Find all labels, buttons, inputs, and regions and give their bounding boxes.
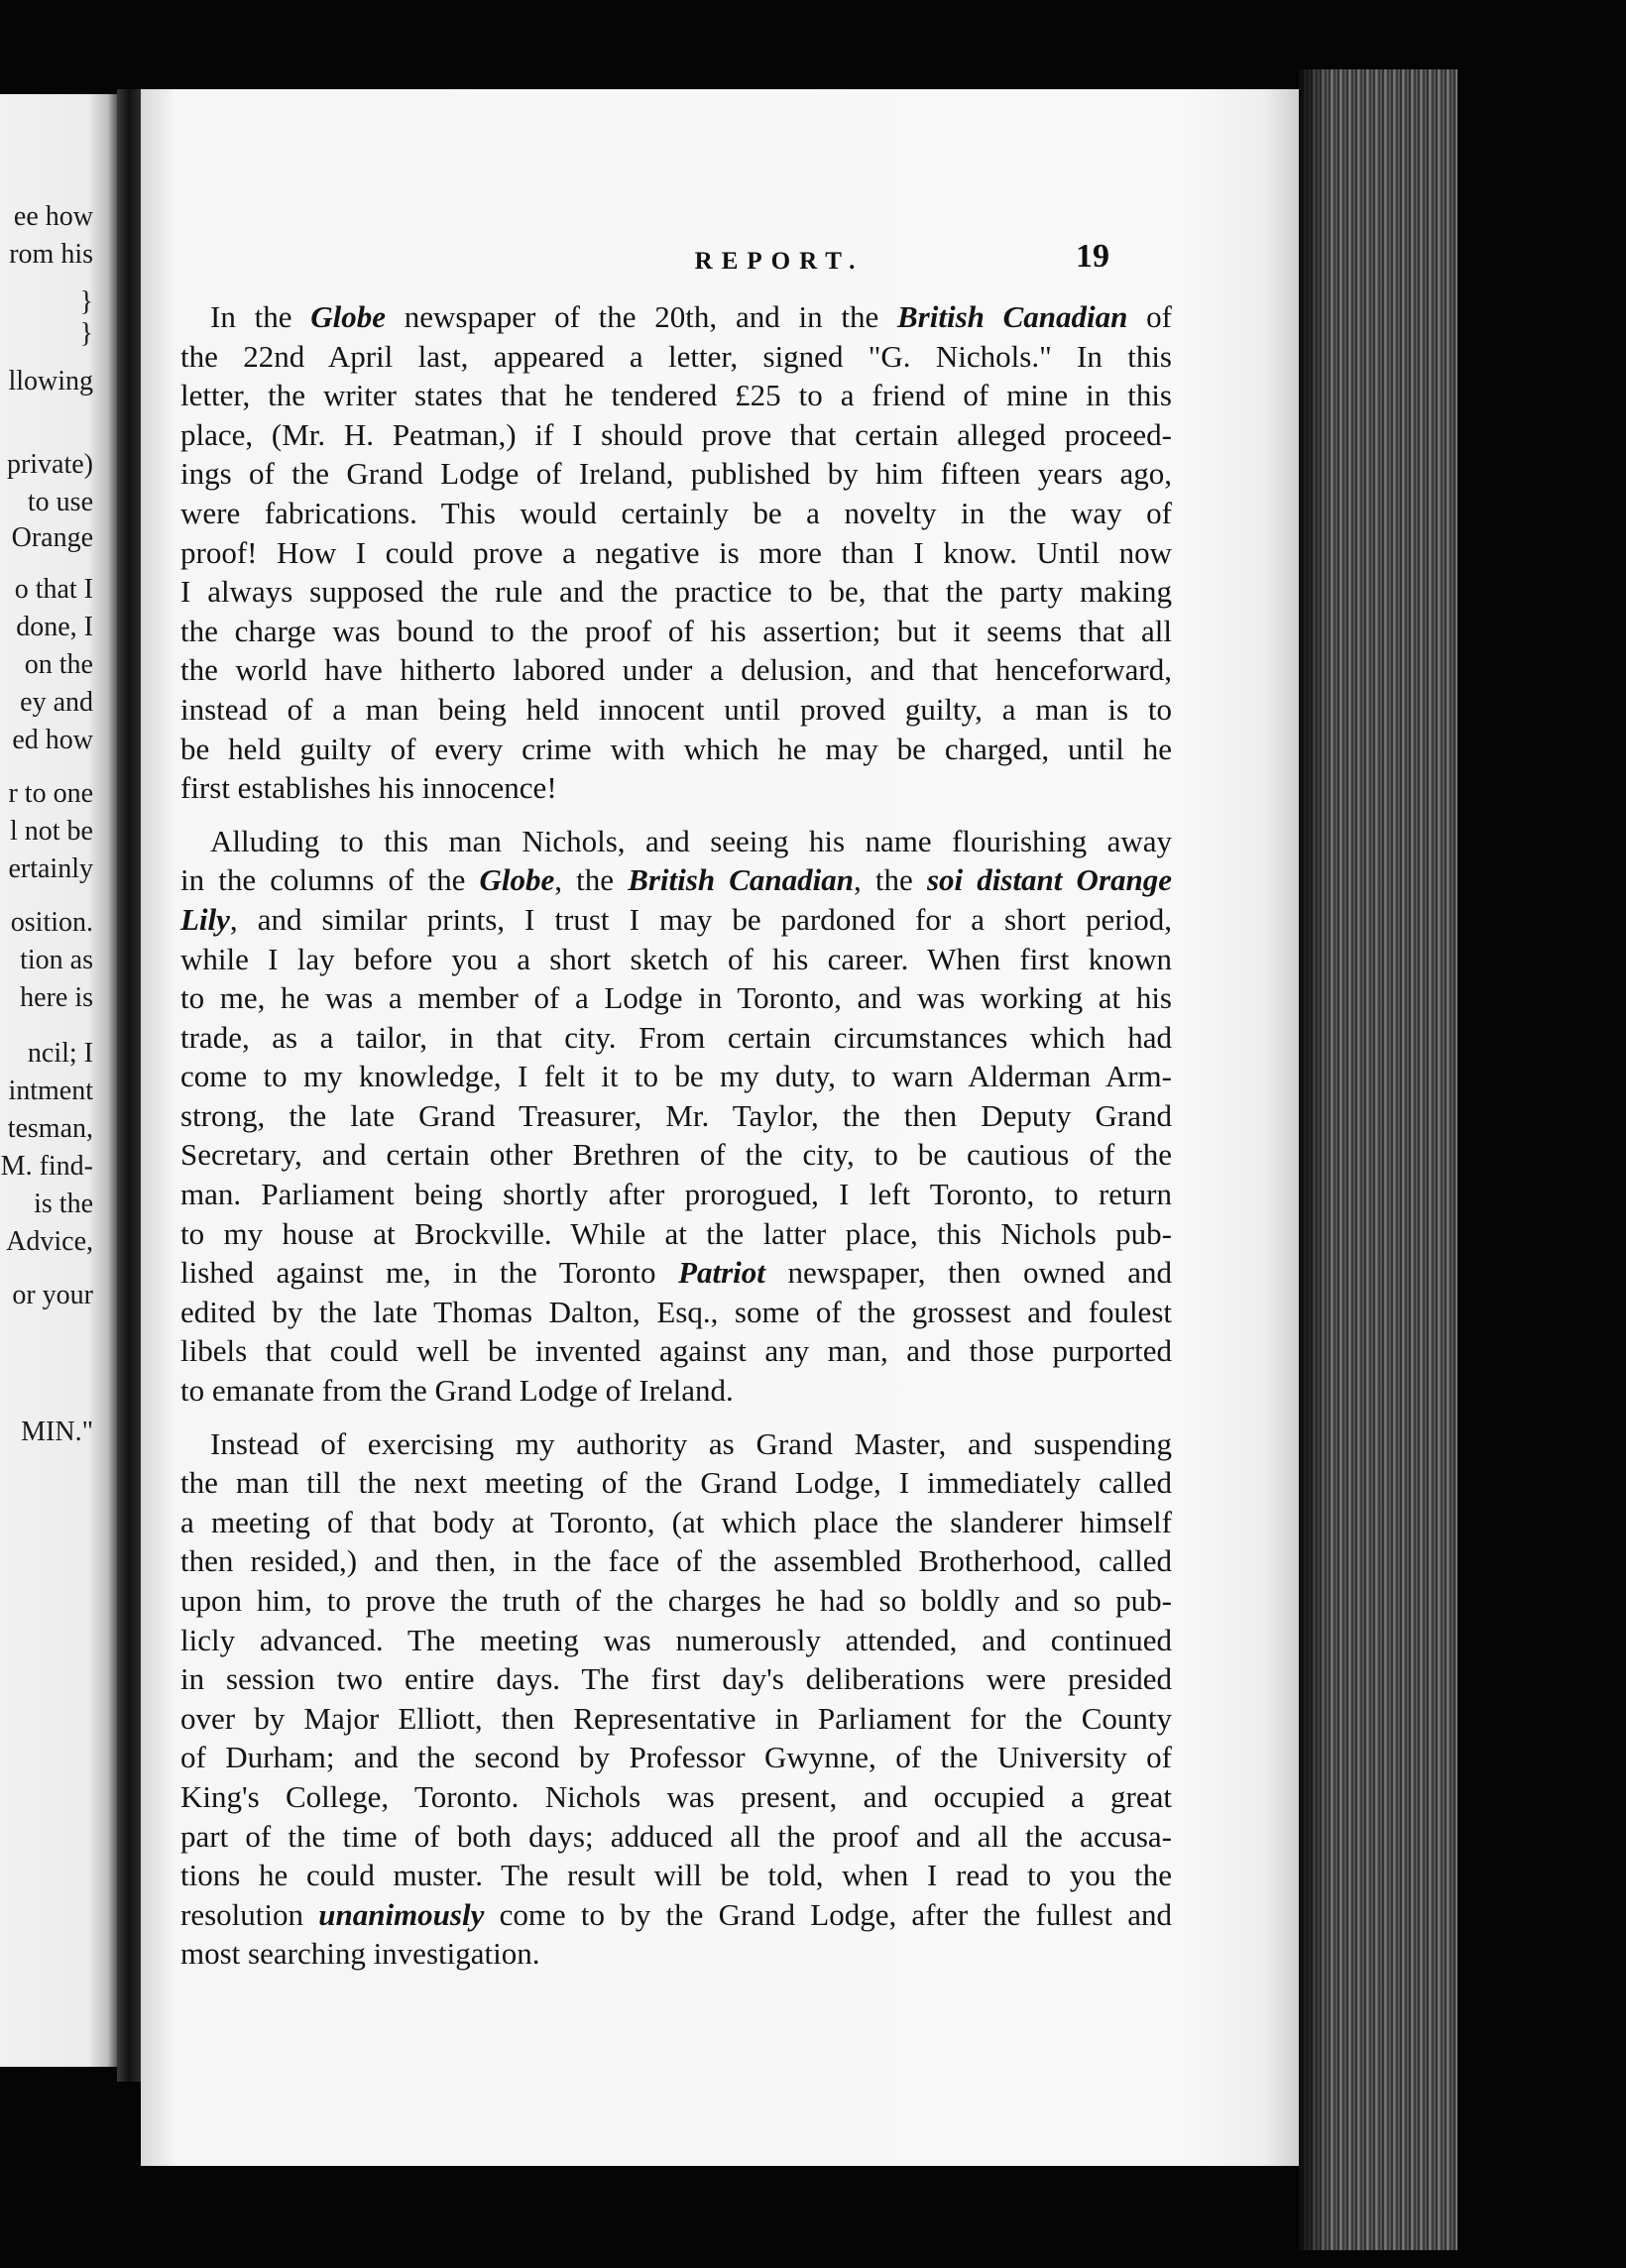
left-page-line: to use: [27, 487, 93, 517]
text-line: the world have hitherto labored under a delusion, and that henceforward,: [180, 652, 1172, 688]
text-line: Instead of exercising my authority as Grand Master, and suspending: [210, 1425, 1172, 1461]
text-line: place, (Mr. H. Peatman,) if I should prove that certain alleged proceed-: [180, 416, 1172, 452]
left-page-line: rom his: [9, 239, 93, 270]
left-page-line: tion as: [20, 945, 93, 975]
main-page: [141, 89, 1299, 2166]
left-page-line: o that I: [14, 574, 93, 605]
text-line: In the Globe newspaper of the 20th, and in the British Canadian of: [210, 299, 1172, 334]
text-line: licly advanced. The meeting was numerously attended, and continued: [180, 1622, 1172, 1657]
text-line: come to my knowledge, I felt it to be my duty, to warn Alderman Arm-: [180, 1059, 1172, 1094]
text-line: to my house at Brockville. While at the latter place, this Nichols pub-: [180, 1215, 1172, 1251]
text-line: the 22nd April last, appeared a letter, signed "G. Nichols." In this: [180, 338, 1172, 374]
left-page-line: here is: [20, 982, 93, 1013]
left-page-line: ee how: [13, 201, 93, 232]
left-page-line: ncil; I: [27, 1038, 93, 1069]
body-text: [180, 297, 1172, 1974]
left-page-line: osition.: [10, 907, 93, 938]
text-line: in session two entire days. The first day's deliberations were presided: [180, 1661, 1172, 1697]
left-page-line: or your: [12, 1280, 93, 1310]
text-line: be held guilty of every crime with which he may be charged, until he: [180, 731, 1172, 766]
left-page-line: ed how: [12, 725, 93, 755]
text-line: first establishes his innocence!: [180, 770, 557, 806]
text-line: Lily, and similar prints, I trust I may be pardoned for a short period,: [180, 901, 1172, 937]
text-line: part of the time of both days; adduced all the proof and all the accusa-: [180, 1818, 1172, 1854]
left-page-line: }: [79, 286, 93, 317]
text-line: a meeting of that body at Toronto, (at which place the slanderer himself: [180, 1504, 1172, 1539]
text-line: of Durham; and the second by Professor Gwynne, of the University of: [180, 1740, 1172, 1775]
left-page-line: r to one: [8, 778, 93, 809]
text-line: while I lay before you a short sketch of his career. When first known: [180, 941, 1172, 976]
text-line: Secretary, and certain other Brethren of the city, to be cautious of the: [180, 1137, 1172, 1173]
text-line: lished against me, in the Toronto Patriot newspaper, then owned and: [180, 1255, 1172, 1291]
text-line: most searching investigation.: [180, 1936, 540, 1972]
text-line: ings of the Grand Lodge of Ireland, published by him fifteen years ago,: [180, 456, 1172, 492]
left-page-line: ey and: [20, 687, 93, 718]
book-gutter: [117, 89, 141, 2082]
left-facing-page: [0, 94, 117, 2067]
text-line: to emanate from the Grand Lodge of Ireland.: [180, 1373, 734, 1409]
left-page-line: l not be: [10, 816, 93, 847]
paragraph: [180, 1424, 1172, 1974]
text-line: in the columns of the Globe, the British Canadian, the soi distant Orange: [180, 862, 1173, 898]
left-page-line: is the: [34, 1189, 93, 1219]
text-line: over by Major Elliott, then Representative in Parliament for the County: [180, 1700, 1172, 1736]
text-line: man. Parliament being shortly after prorogued, I left Toronto, to return: [180, 1177, 1172, 1212]
left-page-line: private): [6, 449, 93, 480]
paragraph: [180, 297, 1172, 808]
text-line: the charge was bound to the proof of his assertion; but it seems that all: [180, 613, 1172, 648]
left-page-line: llowing: [8, 366, 93, 397]
left-page-line: tesman,: [7, 1113, 93, 1144]
text-line: resolution unanimously come to by the Grand Lodge, after the fullest and: [180, 1896, 1172, 1932]
text-line: tions he could muster. The result will be told, when I read to you the: [180, 1858, 1172, 1893]
text-line: proof! How I could prove a negative is more than I know. Until now: [180, 534, 1172, 570]
left-page-line: Advice,: [6, 1226, 93, 1257]
paragraph: [180, 822, 1172, 1411]
text-line: trade, as a tailor, in that city. From certain circumstances which had: [180, 1019, 1172, 1055]
left-page-line: intment: [8, 1076, 93, 1106]
left-page-text-fragments: [0, 94, 117, 2067]
left-page-line: on the: [24, 649, 93, 680]
text-line: were fabrications. This would certainly be a novelty in the way of: [180, 495, 1172, 530]
running-head: REPORT.: [694, 248, 865, 275]
page-edge-shadow: [1299, 69, 1329, 2250]
text-line: the man till the next meeting of the Grand Lodge, I immediately called: [180, 1465, 1172, 1501]
text-line: strong, the late Grand Treasurer, Mr. Taylor, the then Deputy Grand: [180, 1097, 1172, 1133]
text-line: Alluding to this man Nichols, and seeing his name flourishing away: [210, 823, 1172, 858]
text-line: edited by the late Thomas Dalton, Esq., some of the grossest and foulest: [180, 1294, 1172, 1329]
text-line: upon him, to prove the truth of the charges he had so boldly and so pub-: [180, 1583, 1172, 1618]
left-page-line: ertainly: [8, 853, 93, 884]
text-line: letter, the writer states that he tendered £25 to a friend of mine in this: [180, 378, 1172, 413]
left-page-line: Orange: [11, 522, 93, 553]
text-line: I always supposed the rule and the practice to be, that the party making: [180, 574, 1172, 610]
text-line: King's College, Toronto. Nichols was present, and occupied a great: [180, 1778, 1172, 1814]
page-number: 19: [1076, 238, 1109, 275]
left-page-line: MIN.": [21, 1417, 93, 1447]
text-line: to me, he was a member of a Lodge in Toronto, and was working at his: [180, 980, 1172, 1016]
left-page-line: }: [79, 318, 93, 349]
text-line: instead of a man being held innocent until proved guilty, a man is to: [180, 691, 1172, 727]
text-line: libels that could well be invented against any man, and those purported: [180, 1333, 1172, 1369]
left-page-line: M. find-: [0, 1151, 93, 1182]
left-page-line: done, I: [16, 612, 93, 642]
text-line: then resided,) and then, in the face of the assembled Brotherhood, called: [180, 1543, 1172, 1579]
